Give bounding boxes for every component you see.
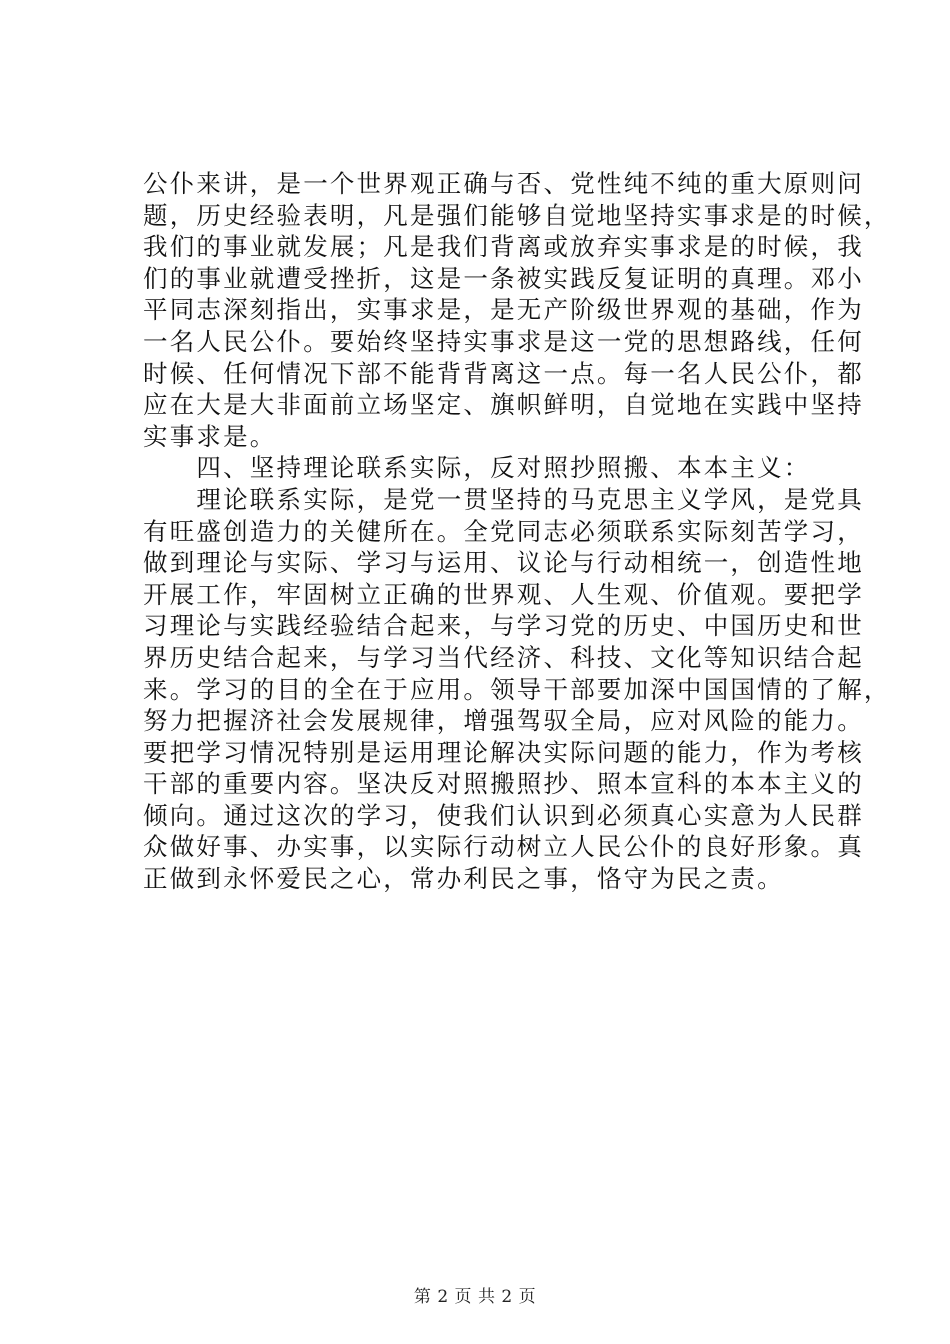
text-line: 平同志深刻指出，实事求是，是无产阶级世界观的基础，作为 <box>143 295 864 325</box>
text-line: 有旺盛创造力的关健所在。全党同志必须联系实际刻苦学习， <box>143 516 864 546</box>
body-text <box>143 168 891 895</box>
text-line: 干部的重要内容。坚决反对照搬照抄、照本宣科的本本主义的 <box>143 769 864 799</box>
text-line: 众做好事、办实事，以实际行动树立人民公仆的良好形象。真 <box>143 832 864 862</box>
text-line: 界历史结合起来，与学习当代经济、科技、文化等知识结合起 <box>143 642 864 672</box>
text-line: 习理论与实践经验结合起来，与学习党的历史、中国历史和世 <box>143 611 864 641</box>
section-heading: 四、坚持理论联系实际，反对照抄照搬、本本主义： <box>143 453 811 483</box>
text-line: 公仆来讲，是一个世界观正确与否、党性纯不纯的重大原则问 <box>143 169 864 198</box>
text-line: 们的事业就遭受挫折，这是一条被实践反复证明的真理。邓小 <box>143 263 864 293</box>
text-line: 理论联系实际，是党一贯坚持的马克思主义学风，是党具 <box>143 484 864 514</box>
text-line: 实事求是。 <box>143 421 277 451</box>
page-number-footer: 第 2 页 共 2 页 <box>413 1287 537 1307</box>
text-line: 题，历史经验表明，凡是强们能够自觉地坚持实事求是的时候， <box>143 200 891 230</box>
text-line: 倾向。通过这次的学习，使我们认识到必须真心实意为人民群 <box>143 800 864 830</box>
text-line: 要把学习情况特别是运用理论解决实际问题的能力，作为考核 <box>143 737 864 767</box>
text-line: 正做到永怀爱民之心，常办利民之事，恪守为民之责。 <box>143 864 784 894</box>
text-line: 应在大是大非面前立场坚定、旗帜鲜明，自觉地在实践中坚持 <box>143 390 864 420</box>
text-line: 来。学习的目的全在于应用。领导干部要加深中国国情的了解， <box>143 674 891 704</box>
text-line: 努力把握济社会发展规律，增强驾驭全局，应对风险的能力。 <box>143 706 864 736</box>
text-line: 做到理论与实际、学习与运用、议论与行动相统一，创造性地 <box>143 548 864 578</box>
text-line: 时候、任何情况下部不能背背离这一点。每一名人民公仆，都 <box>143 358 864 388</box>
text-line: 一名人民公仆。要始终坚持实事求是这一党的思想路线，任何 <box>143 326 864 356</box>
text-line: 开展工作，牢固树立正确的世界观、人生观、价值观。要把学 <box>143 579 864 609</box>
text-line: 我们的事业就发展；凡是我们背离或放弃实事求是的时候，我 <box>143 232 864 262</box>
